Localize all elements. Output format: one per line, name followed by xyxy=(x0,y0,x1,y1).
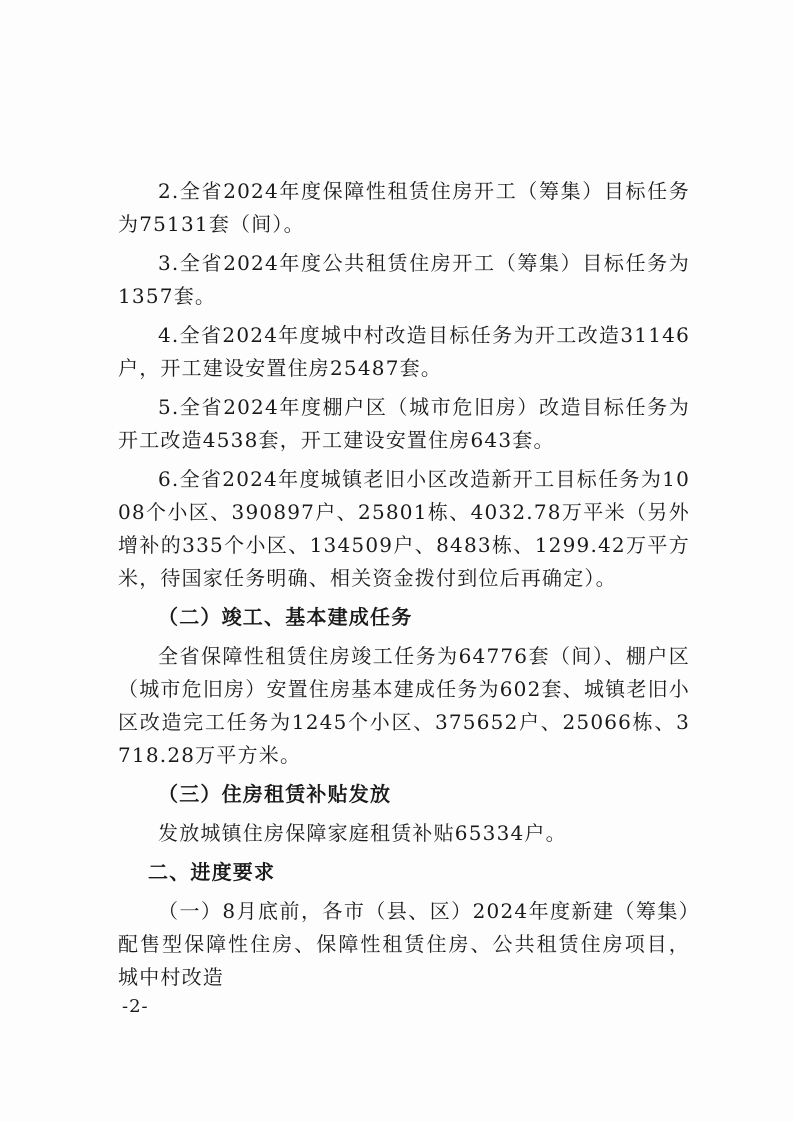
paragraph-item-4: 4.全省2024年度城中村改造目标任务为开工改造31146户，开工建设安置住房25487套。 xyxy=(118,323,690,380)
paragraph-item-6: 6.全省2024年度城镇老旧小区改造新开工目标任务为1008个小区、390897户、25801栋、4032.78万平米（另外增补的335个小区、134509户、8483栋、1299.42万平方米，待国家任务明确、相关资金拨付到位后再确定）。 xyxy=(118,467,690,590)
section-heading-completion: （二）竣工、基本建成任务 xyxy=(158,605,413,629)
paragraph-progress-1: （一）8月底前，各市（县、区）2024年度新建（筹集）配售型保障性住房、保障性租赁住房、公共租赁住房项目，城中村改造 xyxy=(118,899,690,989)
document-body xyxy=(118,175,690,994)
paragraph-item-2: 2.全省2024年度保障性租赁住房开工（筹集）目标任务为75131套（间）。 xyxy=(118,179,690,236)
section-heading-rental-subsidy: （三）住房租赁补贴发放 xyxy=(158,782,392,806)
paragraph-item-5: 5.全省2024年度棚户区（城市危旧房）改造目标任务为开工改造4538套，开工建设安置住房643套。 xyxy=(118,395,690,452)
page-number: -2- xyxy=(122,996,149,1017)
paragraph-completion-tasks: 全省保障性租赁住房竣工任务为64776套（间）、棚户区（城市危旧房）安置住房基本建成任务为602套、城镇老旧小区改造完工任务为1245个小区、375652户、25066栋、3718.28万平方米。 xyxy=(118,644,690,767)
section-heading-progress: 二、进度要求 xyxy=(148,860,276,884)
paragraph-item-3: 3.全省2024年度公共租赁住房开工（筹集）目标任务为1357套。 xyxy=(118,251,690,308)
paragraph-rental-subsidy: 发放城镇住房保障家庭租赁补贴65334户。 xyxy=(158,821,567,845)
